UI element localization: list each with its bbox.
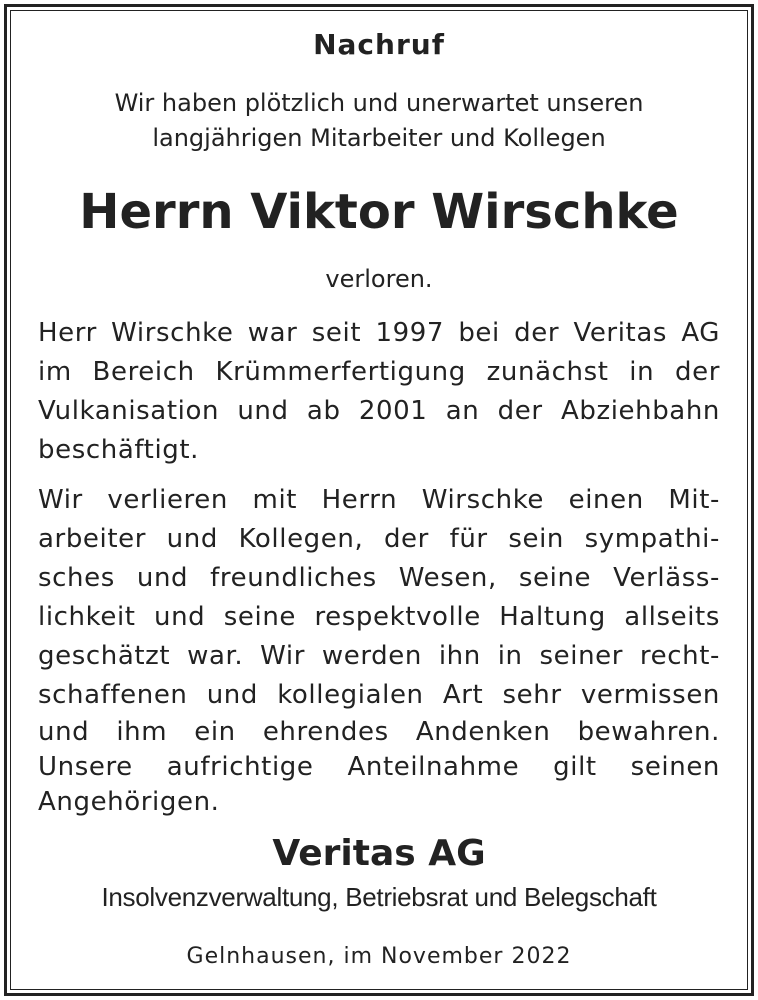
- paragraph-tribute: [38, 481, 720, 820]
- intro-line: langjährigen Mitarbeiter und Kollegen: [152, 124, 606, 152]
- intro-text: [38, 86, 720, 156]
- company-name: Veritas AG: [272, 833, 486, 874]
- text-line: Wir verlieren mit Herrn Wirschke einen Mit-: [38, 485, 720, 515]
- text-line: lichkeit und seine respektvolle Haltung allseits: [38, 602, 720, 632]
- text-line: schaffenen und kollegialen Art sehr vermissen: [38, 680, 720, 710]
- notice-heading: Nachruf: [313, 28, 445, 61]
- paragraph-career: [38, 314, 720, 470]
- text-line: arbeiter und Kollegen, der für sein sympathi-: [38, 524, 720, 554]
- text-line: und ihm ein ehrendes Andenken bewahren.: [38, 717, 720, 747]
- text-line: geschätzt war. Wir werden ihn in seiner recht-: [38, 641, 720, 671]
- text-line: Herr Wirschke war seit 1997 bei der Veritas AG: [38, 318, 720, 348]
- deceased-name: Herrn Viktor Wirschke: [79, 184, 679, 240]
- intro-line: Wir haben plötzlich und unerwartet unseren: [114, 89, 644, 117]
- verloren-text: verloren.: [325, 265, 433, 293]
- text-line: beschäftigt.: [38, 435, 200, 465]
- text-line: Angehörigen.: [38, 787, 220, 817]
- text-line: sches und freundliches Wesen, seine Verläss-: [38, 563, 720, 593]
- text-line: Vulkanisation und ab 2001 an der Abziehbahn: [38, 396, 720, 426]
- department-line: Insolvenzverwaltung, Betriebsrat und Belegschaft: [101, 882, 657, 912]
- text-line: im Bereich Krümmerfertigung zunächst in der: [38, 357, 720, 387]
- place-date: Gelnhausen, im November 2022: [186, 944, 572, 969]
- text-line: Unsere aufrichtige Anteilnahme gilt seinen: [38, 752, 720, 782]
